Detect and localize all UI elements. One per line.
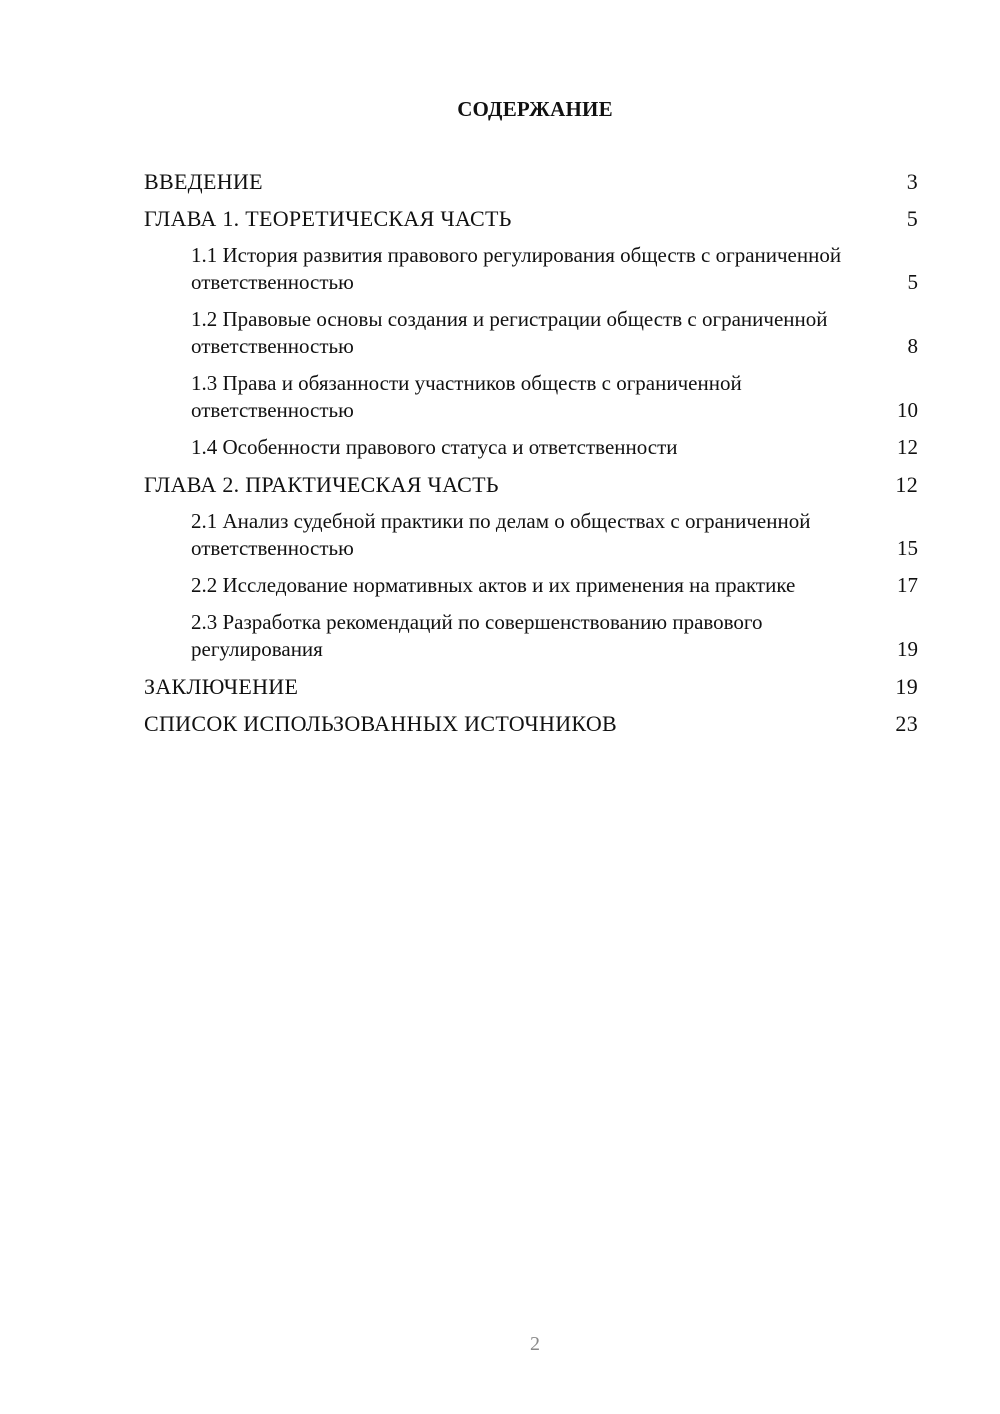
toc-entry-text: 1.3 Права и обязанности участников обществ с ограниченной ответственностью	[191, 371, 742, 422]
toc-entry[interactable]	[144, 710, 918, 737]
toc-entry-page: 5	[907, 270, 918, 294]
toc-entry[interactable]	[144, 370, 918, 424]
toc-entry-page: 15	[897, 536, 918, 560]
toc-entry-page: 19	[895, 674, 918, 699]
toc-entry-text: 2.3 Разработка рекомендаций по совершенствованию правового регулирования	[191, 610, 763, 661]
toc-entry-text: 2.1 Анализ судебной практики по делам о обществах с ограниченной ответственностью	[191, 509, 811, 560]
toc-entry-page: 8	[907, 334, 918, 358]
toc-entry-page: 12	[895, 472, 918, 497]
toc-entry-text: 1.1 История развития правового регулирования обществ с ограниченной ответственностью	[191, 243, 842, 294]
toc-entry-page: 3	[906, 169, 918, 194]
page-title: СОДЕРЖАНИЕ	[457, 97, 613, 121]
toc-entry[interactable]	[144, 673, 918, 700]
toc-entry-page: 5	[906, 206, 918, 231]
toc-entry[interactable]	[144, 508, 918, 562]
toc-entry[interactable]	[144, 306, 918, 360]
toc-entry-text: ГЛАВА 1. ТЕОРЕТИЧЕСКАЯ ЧАСТЬ	[144, 206, 512, 231]
toc-entry[interactable]	[144, 609, 918, 663]
page-number: 2	[530, 1333, 540, 1355]
toc-entry-page: 10	[897, 398, 918, 422]
toc-entry-text: 2.2 Исследование нормативных актов и их применения на практике	[191, 573, 796, 597]
toc-entry-page: 12	[897, 435, 918, 459]
toc-entry-text: СПИСОК ИСПОЛЬЗОВАННЫХ ИСТОЧНИКОВ	[144, 711, 617, 736]
table-of-contents	[144, 168, 918, 747]
toc-entry-text: ГЛАВА 2. ПРАКТИЧЕСКАЯ ЧАСТЬ	[144, 472, 499, 497]
toc-entry[interactable]	[144, 242, 918, 296]
toc-entry-text: 1.2 Правовые основы создания и регистрации обществ с ограниченной ответственностью	[191, 307, 828, 358]
toc-entry[interactable]	[144, 205, 918, 232]
toc-entry-page: 23	[895, 711, 918, 736]
toc-entry[interactable]	[144, 168, 918, 195]
toc-entry[interactable]	[144, 572, 918, 599]
toc-entry[interactable]	[144, 471, 918, 498]
toc-entry-text: 1.4 Особенности правового статуса и ответственности	[191, 435, 678, 459]
toc-entry-text: ВВЕДЕНИЕ	[144, 169, 263, 194]
toc-entry-page: 19	[897, 637, 918, 661]
toc-entry-text: ЗАКЛЮЧЕНИЕ	[144, 674, 299, 699]
toc-entry[interactable]	[144, 434, 918, 461]
toc-entry-page: 17	[897, 573, 918, 597]
